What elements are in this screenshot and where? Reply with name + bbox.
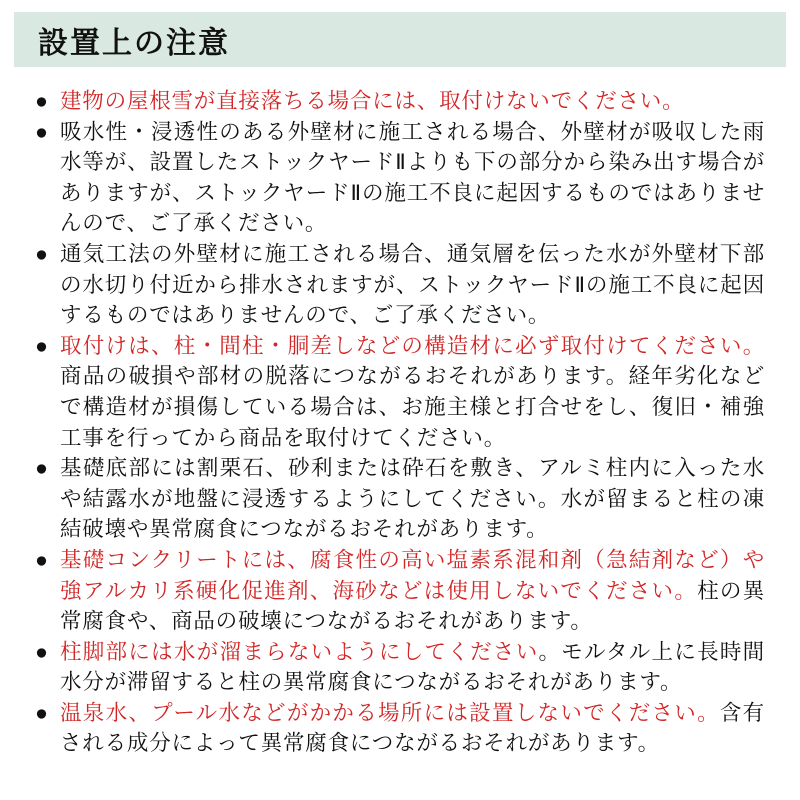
bullet-icon: ● [35, 333, 49, 358]
note-text: 商品の破損や部材の脱落につながるおそれがあります。経年劣化などで構造材が損傷している場合は、お施主様と打合せをし、復旧・補強工事を行ってから商品を取付けてください。 [60, 364, 765, 450]
notes-list [37, 86, 765, 759]
warning-text: 柱脚部には水が溜まらないようにしてください [60, 639, 539, 664]
note-text: 吸水性・浸透性のある外壁材に施工される場合、外壁材が吸収した雨水等が、設置したストックヤードⅡよりも下の部分から染み出す場合がありますが、ストックヤードⅡの施工不良に起因するものではありませんので、ご了承ください。 [60, 119, 765, 236]
note-text: 含有される成分によって異常腐食につながるおそれがあります。 [60, 700, 765, 756]
warning-text: 温泉水、プール水などがかかる場所には設置しないでください。 [60, 700, 720, 725]
bullet-icon: ● [35, 89, 49, 113]
note-text: 通気工法の外壁材に施工される場合、通気層を伝った水が外壁材下部の水切り付近から排水されますが、ストックヤードⅡの施工不良に起因するものではありませんので、ご了承ください。 [60, 241, 765, 328]
note-item [37, 86, 765, 117]
note-item [37, 239, 765, 331]
bullet-icon: ● [35, 241, 49, 266]
note-item [37, 545, 765, 637]
warning-text: 基礎コンクリートには、腐食性の高い塩素系混和剤（急結剤など）や強アルカリ系硬化促進剤、海砂などは使用しないでください。 [60, 547, 765, 603]
bullet-icon: ● [35, 547, 49, 572]
bullet-icon: ● [35, 639, 49, 664]
page-title: 設置上の注意 [38, 26, 230, 60]
header-band [14, 12, 786, 67]
warning-text: 取付けは、柱・間柱・胴差しなどの構造材に必ず取付けてください。 [60, 333, 765, 358]
note-item [37, 117, 765, 239]
note-item [37, 637, 765, 698]
note-text: 柱の異常腐食や、商品の破壊につながるおそれがあります。 [60, 578, 765, 634]
bullet-icon: ● [35, 119, 49, 144]
warning-text: 建物の屋根雪が直接落ちる場合には、取付けないでください。 [60, 89, 685, 113]
note-item [37, 698, 765, 759]
bullet-icon: ● [35, 700, 49, 725]
note-item [37, 453, 765, 545]
note-text: 基礎底部には割栗石、砂利または砕石を敷き、アルミ柱内に入った水や結露水が地盤に浸透するようにしてください。水が留まると柱の凍結破壊や異常腐食につながるおそれがあります。 [60, 456, 765, 542]
note-text: 。モルタル上に長時間水分が滞留すると柱の異常腐食につながるおそれがあります。 [60, 639, 765, 695]
bullet-icon: ● [35, 456, 49, 481]
note-item [37, 331, 765, 453]
